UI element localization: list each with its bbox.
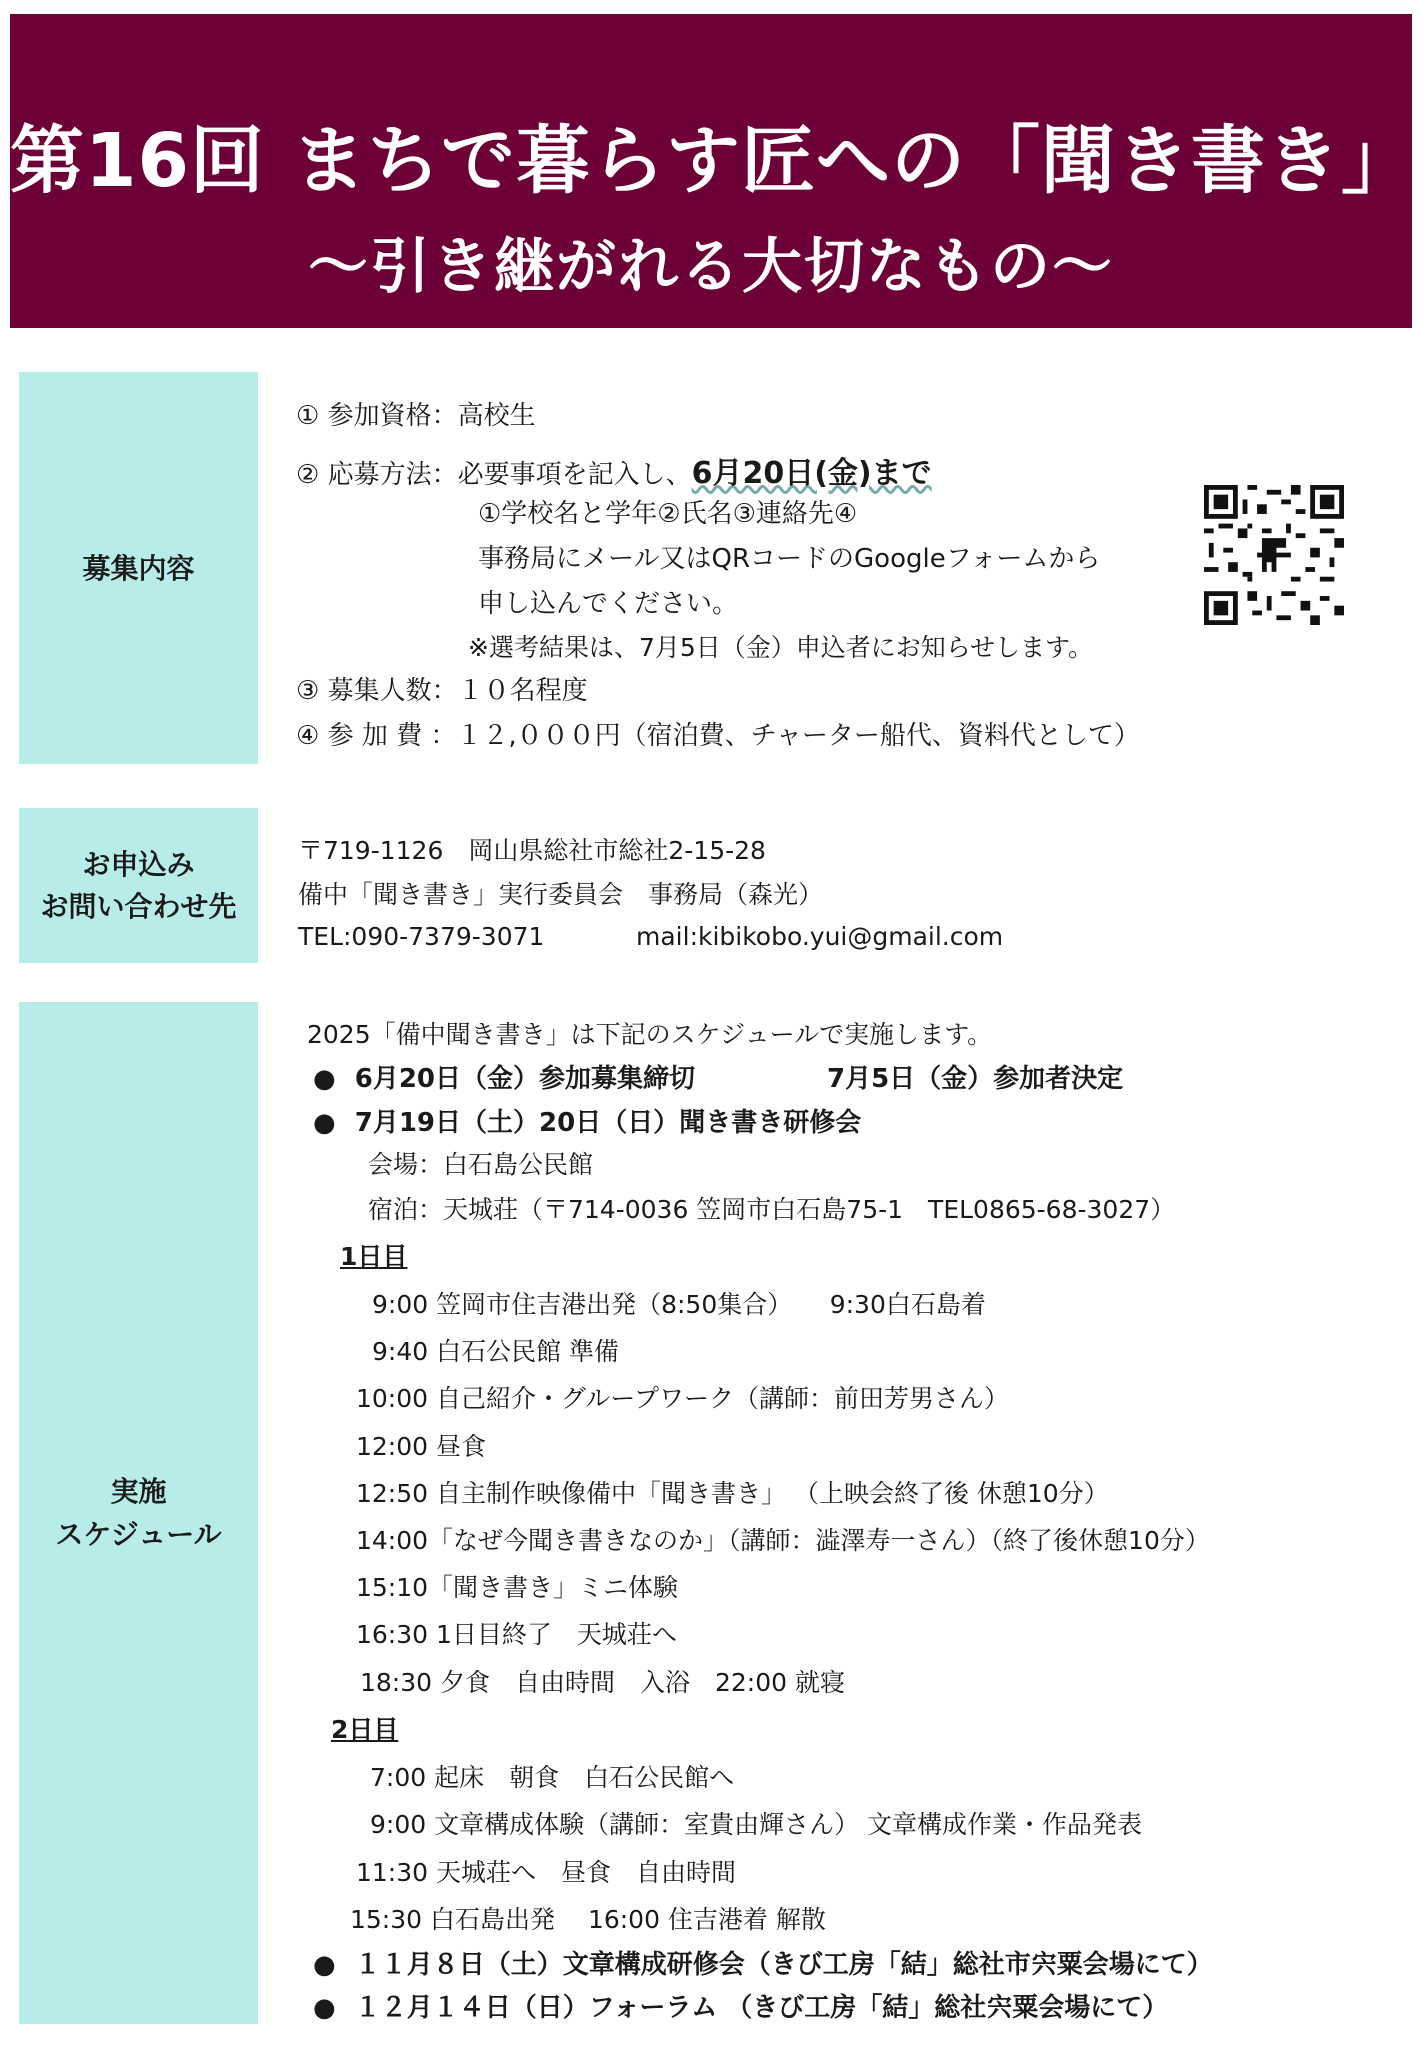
eligibility: ① 参加資格：高校生 (296, 401, 536, 431)
day1-item: 14:00「なぜ今聞き書きなのか」（講師：澁澤寿一さん）（終了後休憩10分） (356, 1526, 1210, 1555)
method-items: ①学校名と学年②氏名③連絡先④ (478, 499, 858, 529)
contact-tel[interactable]: TEL:090-7379-3071 (298, 922, 545, 951)
contact-mail[interactable]: mail:kibikobo.yui@gmail.com (636, 922, 1004, 951)
lodging: 宿泊：天城荘（〒714-0036 笠岡市白石島75-1 TEL0865-68-3027） (368, 1195, 1176, 1224)
day2-item: 7:00 起床 朝食 白石公民館へ (370, 1763, 735, 1792)
day1-item: 18:30 夕食 自由時間 入浴 22:00 就寝 (360, 1668, 845, 1697)
header-banner (10, 14, 1416, 328)
contact-org: 備中「聞き書き」実行委員会 事務局（森光） (298, 880, 824, 909)
capacity: ③ 募集人数：１０名程度 (296, 676, 588, 706)
day2-item: 9:00 文章構成体験（講師：室貴由輝さん） 文章構成作業・作品発表 (370, 1810, 1143, 1839)
day1-item: 10:00 自己紹介・グループワーク（講師：前田芳男さん） (356, 1384, 1009, 1413)
qr-code-icon[interactable] (1204, 485, 1344, 625)
day1-item: 12:00 昼食 (356, 1432, 486, 1461)
day1-label: 1日目 (340, 1242, 408, 1271)
day1-item: 16:30 1日目終了 天城荘へ (356, 1620, 677, 1649)
method-line (296, 448, 932, 492)
page-subtitle: ～引き継がれる大切なもの～ (308, 232, 1114, 302)
day1-item: 12:50 自主制作映像備中「聞き書き」 （上映会終了後 休憩10分） (356, 1479, 1109, 1508)
day2-item: 11:30 天城荘へ 昼食 自由時間 (356, 1858, 736, 1887)
contact-label: お申込み お問い合わせ先 (19, 808, 258, 963)
recruit-label: 募集内容 (19, 372, 258, 764)
contact-address: 〒719-1126 岡山県総社市総社2-15-28 (298, 836, 766, 865)
day2-item: 15:30 白石島出発 16:00 住吉港着 解散 (350, 1905, 826, 1934)
bullet-deadline: ● 6月20日（金）参加募集締切 (313, 1058, 695, 1095)
day1-item: 15:10「聞き書き」ミニ体験 (356, 1573, 679, 1602)
fee: ④ 参 加 費 ：１２,０００円（宿泊費、チャーター船代、資料代として） (296, 721, 1140, 751)
day1-item: 9:00 笠岡市住吉港出発（8:50集合） 9:30白石島着 (372, 1290, 986, 1319)
venue: 会場：白石島公民館 (368, 1150, 594, 1179)
bullet-writing-workshop: ● １１月８日（土）文章構成研修会（きび工房「結」総社市宍粟会場にて） (313, 1944, 1213, 1981)
bullet-decision: 7月5日（金）参加者決定 (827, 1064, 1124, 1094)
page-title: 第16回 まちで暮らす匠への「聞き書き」 (10, 118, 1416, 204)
bullet-forum: ● １２月１４日（日）フォーラム （きび工房「結」総社宍粟会場にて） (313, 1987, 1168, 2024)
schedule-label: 実施 スケジュール (19, 1002, 258, 2024)
day1-item: 9:40 白石公民館 準備 (372, 1337, 620, 1366)
schedule-intro: 2025「備中聞き書き」は下記のスケジュールで実施します。 (307, 1020, 993, 1049)
method-deadline: 6月20日(金)まで (691, 456, 932, 491)
day2-label: 2日目 (331, 1715, 399, 1744)
bullet-training: ● 7月19日（土）20日（日）聞き書き研修会 (313, 1102, 861, 1139)
method-note: ※選考結果は、7月5日（金）申込者にお知らせします。 (468, 633, 1094, 662)
method-how: 事務局にメール又はQRコードのGoogleフォームから (478, 544, 1101, 574)
method-apply: 申し込んでください。 (478, 589, 739, 619)
method-prefix: ② 応募方法：必要事項を記入し、 (296, 460, 692, 490)
